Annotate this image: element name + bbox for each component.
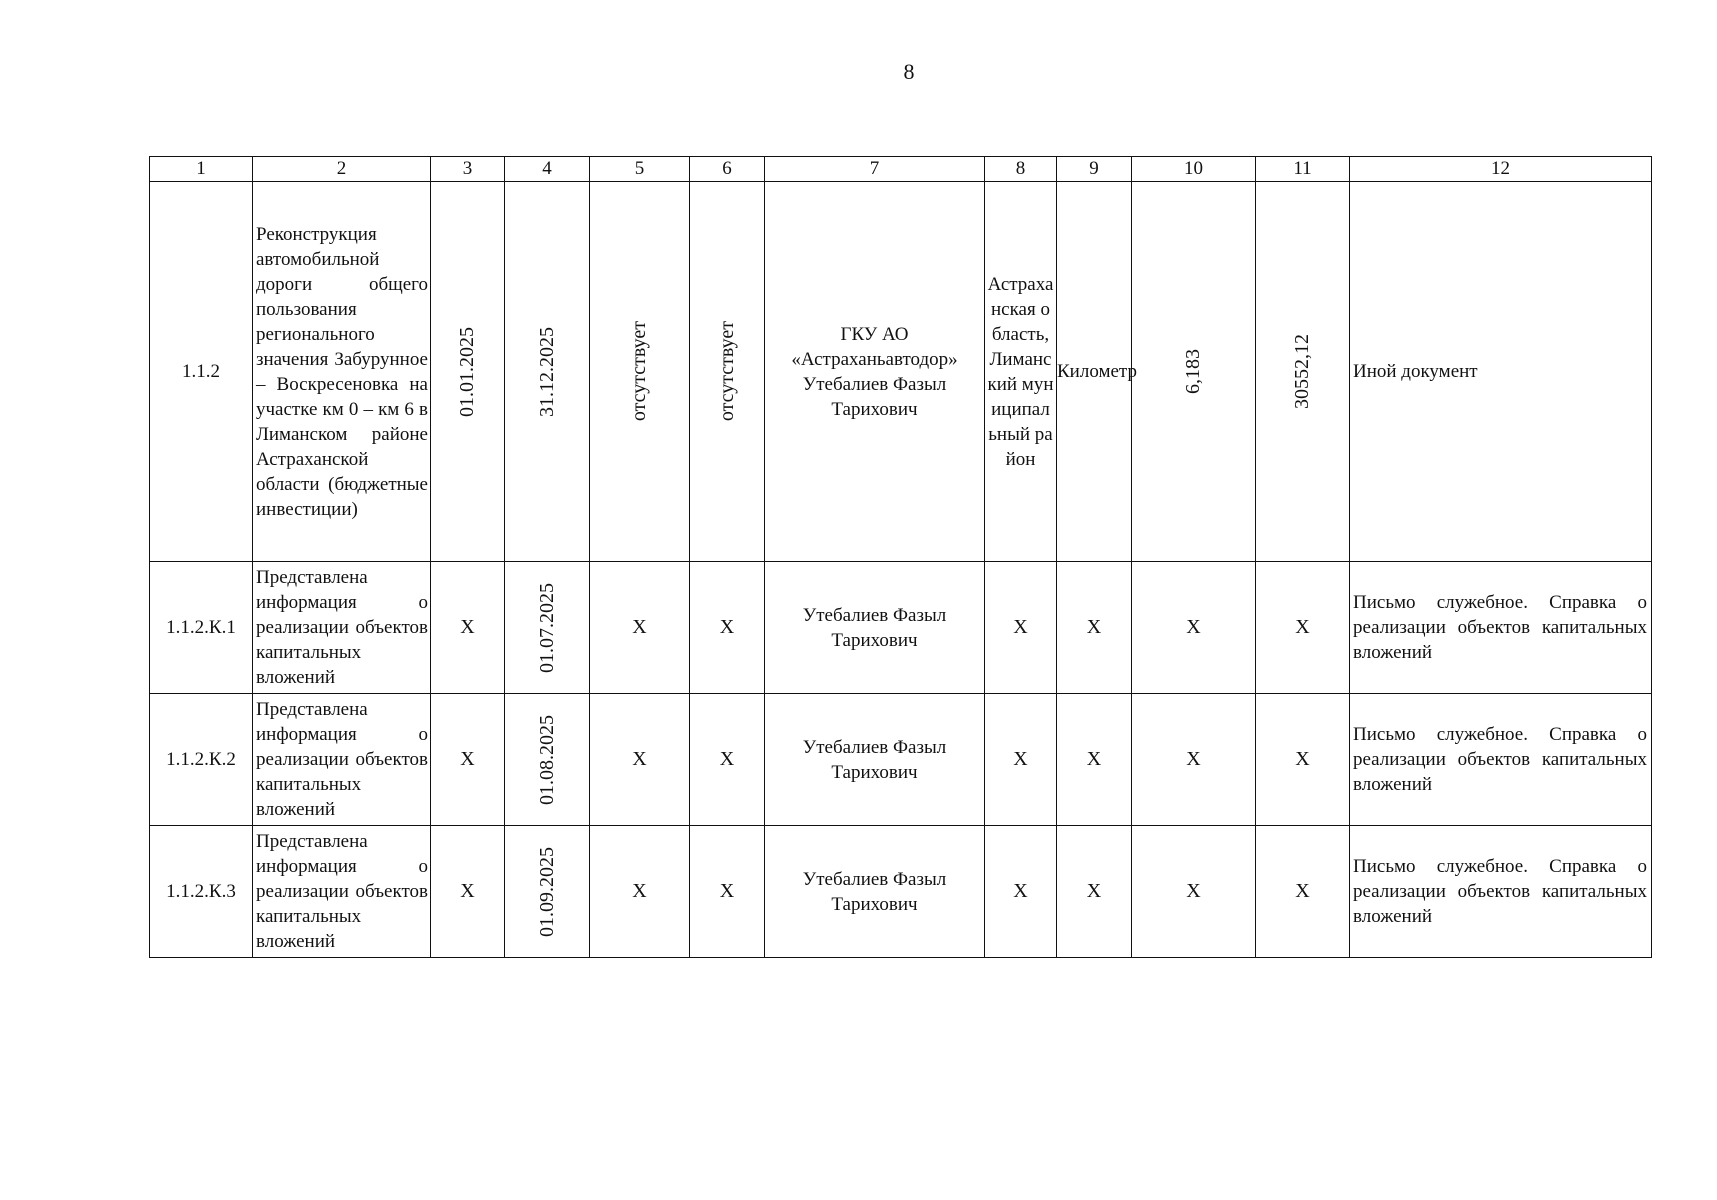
column-header-11: 11 (1256, 157, 1350, 182)
date-end-cell (505, 562, 590, 694)
date-start: 01.01.2025 (456, 326, 478, 417)
date-end-cell (505, 826, 590, 958)
result-name: Представлена информация о реализации объектов капитальных вложений (253, 826, 431, 958)
value: 6,183 (1182, 349, 1204, 394)
column-header-4: 4 (505, 157, 590, 182)
responsible: Утебалиев Фазыл Тарихович (765, 562, 985, 694)
table-row (150, 562, 1652, 694)
column-header-10: 10 (1132, 157, 1256, 182)
date-start: X (431, 562, 505, 694)
document-type: Письмо служебное. Справка о реализации объектов капитальных вложений (1350, 694, 1652, 826)
unit: X (1057, 826, 1132, 958)
col6-value: X (690, 694, 765, 826)
responsible: Утебалиев Фазыл Тарихович (765, 826, 985, 958)
date-end-cell (505, 182, 590, 562)
table-row (150, 694, 1652, 826)
document-type: Письмо служебное. Справка о реализации объектов капитальных вложений (1350, 562, 1652, 694)
col5-value: X (590, 562, 690, 694)
date-end: 31.12.2025 (535, 326, 558, 417)
row-number: 1.1.2.К.3 (150, 826, 253, 958)
unit: X (1057, 562, 1132, 694)
row-number: 1.1.2.К.1 (150, 562, 253, 694)
column-header-3: 3 (431, 157, 505, 182)
column-header-8: 8 (985, 157, 1057, 182)
result-name: Реконструкция автомобильной дороги общего пользования регионального значения Забурунное – Воскресеновка на участке км 0 – км 6 в Лиманском районе Астраханской области (бюджетные инвестиции) (253, 182, 431, 562)
column-header-6: 6 (690, 157, 765, 182)
results-table (149, 156, 1652, 958)
amount-cell (1256, 182, 1350, 562)
column-header-5: 5 (590, 157, 690, 182)
region: Астраханская область, Лиманский муниципальный район (985, 182, 1057, 562)
row-number: 1.1.2 (150, 182, 253, 562)
result-name: Представлена информация о реализации объектов капитальных вложений (253, 562, 431, 694)
col6-value: отсутствует (715, 321, 738, 422)
unit: X (1057, 694, 1132, 826)
column-header-7: 7 (765, 157, 985, 182)
amount: X (1256, 562, 1350, 694)
row-number: 1.1.2.К.2 (150, 694, 253, 826)
column-header-9: 9 (1057, 157, 1132, 182)
document-type: Иной документ (1350, 182, 1652, 562)
column-header-1: 1 (150, 157, 253, 182)
col5-cell (590, 182, 690, 562)
responsible: ГКУ АО «Астраханьавтодор» Утебалиев Фазыл Тарихович (765, 182, 985, 562)
responsible: Утебалиев Фазыл Тарихович (765, 694, 985, 826)
region: X (985, 826, 1057, 958)
amount: X (1256, 694, 1350, 826)
page-number: 8 (903, 59, 915, 84)
col6-value: X (690, 562, 765, 694)
date-start-cell (431, 182, 505, 562)
column-number-row (150, 157, 1652, 182)
col6-cell (690, 182, 765, 562)
date-start: X (431, 694, 505, 826)
value: X (1132, 826, 1256, 958)
date-end: 01.07.2025 (535, 582, 558, 673)
value: X (1132, 562, 1256, 694)
value-cell (1132, 182, 1256, 562)
col6-value: X (690, 826, 765, 958)
table-row (150, 826, 1652, 958)
region: X (985, 694, 1057, 826)
unit: Километр (1057, 182, 1132, 562)
col5-value: X (590, 826, 690, 958)
column-header-2: 2 (253, 157, 431, 182)
col5-value: отсутствует (628, 321, 650, 422)
date-end-cell (505, 694, 590, 826)
amount: X (1256, 826, 1350, 958)
date-start: X (431, 826, 505, 958)
value: X (1132, 694, 1256, 826)
document-type: Письмо служебное. Справка о реализации объектов капитальных вложений (1350, 826, 1652, 958)
region: X (985, 562, 1057, 694)
column-header-12: 12 (1350, 157, 1652, 182)
date-end: 01.09.2025 (535, 846, 558, 937)
col5-value: X (590, 694, 690, 826)
result-name: Представлена информация о реализации объектов капитальных вложений (253, 694, 431, 826)
date-end: 01.08.2025 (535, 714, 558, 805)
table-row (150, 182, 1652, 562)
amount: 30552,12 (1291, 334, 1313, 409)
